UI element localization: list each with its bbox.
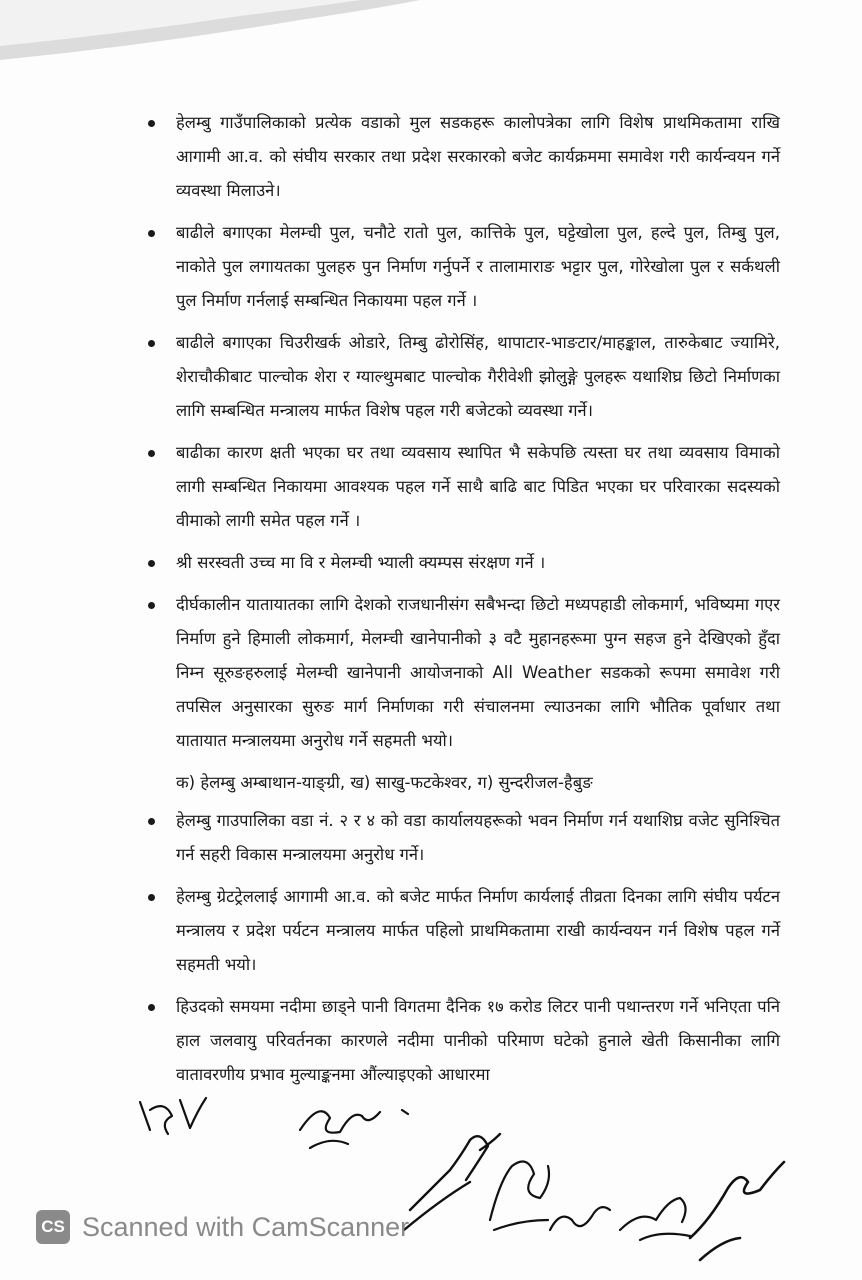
list-item-text: बाढीले बगाएका चिउरीखर्क ओडारे, तिम्बु ढोरोसिंह, थापाटार-भाङटार/माहङ्काल, तारुकेबाट ज्यामिरे, शेराचौकीबाट पाल्चोक शेरा र ग्याल्थुमबाट पाल्चोक गैरीवेशी झोलुङ्गे पुलहरू यथाशिघ्र छिटो निर्माणका लागि सम्बन्धित मन्त्रालय मार्फत विशेष पहल गरी बजेटको व्यवस्था गर्ने।: [176, 333, 780, 420]
signature-1: [140, 1098, 206, 1134]
bullet-dot: [148, 1004, 155, 1011]
signature-2: [300, 1110, 408, 1148]
signature-4: [490, 1162, 549, 1231]
bullet-dot: [148, 340, 155, 347]
list-item-text: हेलम्बु गाउँपालिकाको प्रत्येक वडाको मुल सडकहरू कालोपत्रेका लागि विशेष प्राथमिकतामा राखि आगामी आ.व. को संघीय सरकार तथा प्रदेश सरकारको बजेट कार्यक्रममा समावेश गरी कार्यन्वयन गर्ने व्यवस्था मिलाउने।: [176, 113, 780, 200]
list-item: [140, 216, 780, 318]
bullet-dot: [148, 602, 155, 609]
list-item-text: हेलम्बु ग्रेटट्रेललाई आगामी आ.व. को बजेट मार्फत निर्माण कार्यलाई तीव्रता दिनका लागि संघीय पर्यटन मन्त्रालय र प्रदेश पर्यटन मन्त्रालय मार्फत पहिलो प्राथमिकतामा राखी कार्यन्वयन गर्न विशेष पहल गर्ने सहमती भयो।: [176, 887, 780, 974]
tunnel-list: क) हेलम्बु अम्बाथान-याङ्ग्री, ख) साखु-फटकेश्वर, ग) सुन्दरीजल-हैबुङ: [176, 773, 593, 792]
list-item-text: दीर्घकालीन यातायातका लागि देशको राजधानीसंग सबैभन्दा छिटो मध्यपहाडी लोकमार्ग, भविष्यमा गएर निर्माण हुने हिमाली लोकमार्ग, मेलम्ची खानेपानीको ३ वटै मुहानहरूमा पुग्न सहज हुने देखिएको हुँदा निम्न सूरुङहरुलाई मेलम्ची खानेपानी आयोजनाको All Weather सडकको रूपमा समावेश गरी तपसिल अनुसारका सुरुङ मार्ग निर्माणका गरी संचालनमा ल्याउनका लागि भौतिक पूर्वाधार तथा यातायात मन्त्रालयमा अनुरोध गर्ने सहमती भयो।: [176, 595, 780, 750]
list-item-text: हिउदको समयमा नदीमा छाड्ने पानी विगतमा दैनिक १७ करोड लिटर पानी पथान्तरण गर्ने भनिएता पनि हाल जलवायु परिवर्तनका कारणले नदीमा पानीको परिमाण घटेको हुनाले खेती किसानीका लागि वातावरणीय प्रभाव मुल्याङ्कनमा औंल्याइएको आधारमा: [176, 997, 780, 1084]
list-item: [140, 546, 780, 580]
list-item: [140, 326, 780, 428]
bullet-dot: [148, 230, 155, 237]
bullet-dot: [148, 818, 155, 825]
bullet-dot: [148, 560, 155, 567]
list-item: [140, 880, 780, 982]
list-item: [140, 804, 780, 872]
signature-5: [550, 1207, 610, 1230]
page-curl-shadow: [0, 0, 420, 70]
list-item-text: श्री सरस्वती उच्च मा वि र मेलम्ची भ्याली क्यम्पस संरक्षण गर्ने ।: [176, 553, 546, 572]
list-item-text: बाढीले बगाएका मेलम्ची पुल, चनौटे रातो पुल, कात्तिके पुल, घट्टेखोला पुल, हल्दे पुल, तिम्बु पुल, नाकोते पुल लगायतका पुलहरु पुन निर्माण गर्नुपर्ने र तालामाराङ भट्टार पुल, गोरेखोला पुल र सर्कथली पुल निर्माण गर्नलाई सम्बन्धित निकायमा पहल गर्ने ।: [176, 223, 780, 310]
list-item: [140, 588, 780, 758]
bullet-dot: [148, 450, 155, 457]
document-body: [140, 106, 780, 1100]
signature-3: [404, 1134, 500, 1230]
camscanner-logo-icon: CS: [36, 1210, 70, 1244]
list-item: [140, 106, 780, 208]
list-item-text: हेलम्बु गाउपालिका वडा नं. २ र ४ को वडा कार्यालयहरूको भवन निर्माण गर्न यथाशिघ्र वजेट सुनिश्चित गर्न सहरी विकास मन्त्रालयमा अनुरोध गर्ने।: [176, 811, 780, 864]
bullet-dot: [148, 894, 155, 901]
camscanner-watermark: [36, 1210, 409, 1244]
list-item-text: बाढीका कारण क्षती भएका घर तथा व्यवसाय स्थापित भै सकेपछि त्यस्ता घर तथा व्यवसाय विमाको लागी सम्बन्धित निकायमा आवश्यक पहल गर्ने साथै बाढि बाट पिडित भएका घर परिवारका सदस्यको वीमाको लागी समेत पहल गर्ने ।: [176, 443, 780, 530]
signature-6: [620, 1198, 690, 1240]
signature-area: [0, 1070, 862, 1280]
list-item: [140, 436, 780, 538]
watermark-text: Scanned with CamScanner: [82, 1211, 410, 1242]
bullet-dot: [148, 120, 155, 127]
signature-7: [690, 1162, 784, 1260]
